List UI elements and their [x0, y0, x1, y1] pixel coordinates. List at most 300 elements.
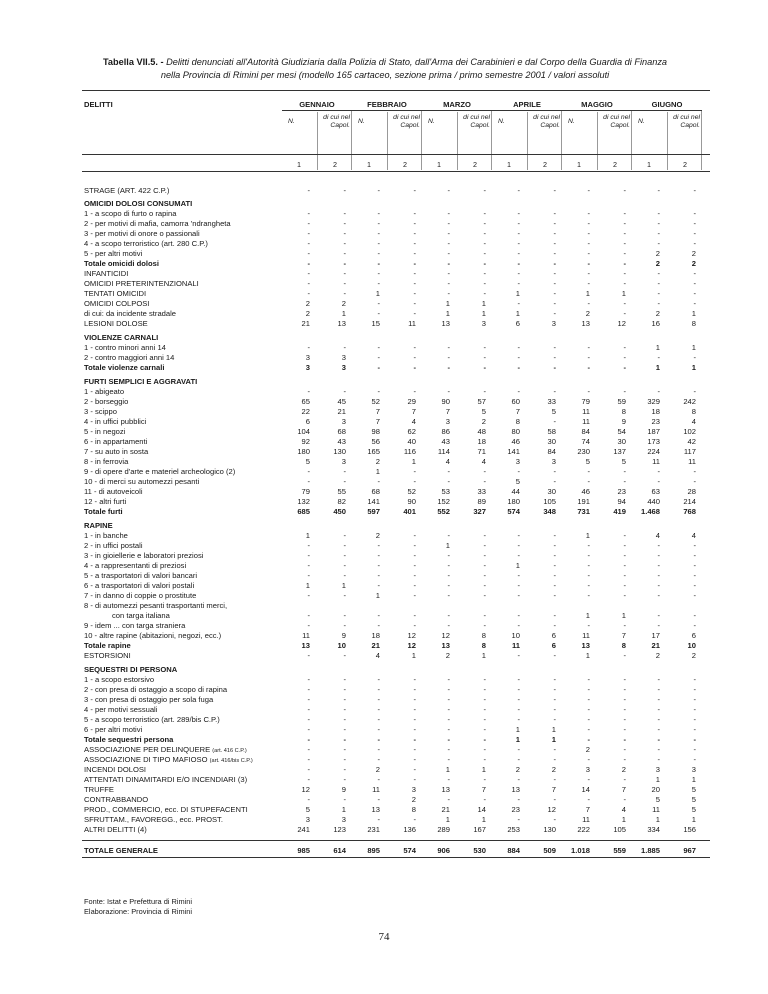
table-cell: -	[553, 229, 556, 238]
row-label-text: 3 - in gioiellerie e laboratori preziosi	[84, 551, 204, 560]
table-cell: -	[377, 269, 380, 278]
header-separator	[387, 112, 388, 170]
table-cell: -	[413, 279, 416, 288]
table-cell: -	[623, 675, 626, 684]
table-cell: -	[483, 343, 486, 352]
table-cell: -	[517, 299, 520, 308]
table-cell: -	[623, 249, 626, 258]
row-label	[84, 685, 227, 694]
table-cell: -	[553, 309, 556, 318]
row-label	[84, 437, 147, 446]
table-cell: 16	[651, 319, 660, 328]
row-label	[84, 571, 197, 580]
table-cell: -	[307, 209, 310, 218]
row-label-text: PROD., COMMERCIO, ecc. DI STUPEFACENTI	[84, 805, 248, 814]
table-cell: -	[623, 541, 626, 550]
table-cell: -	[657, 353, 660, 362]
table-cell: -	[343, 209, 346, 218]
table-cell: 123	[333, 825, 346, 834]
table-cell: -	[343, 239, 346, 248]
table-cell: 20	[651, 785, 660, 794]
row-label-text: 10 - di merci su automezzi pesanti	[84, 477, 200, 486]
table-cell: 1	[375, 289, 380, 298]
table-cell: 45	[337, 397, 346, 406]
table-cell: -	[657, 745, 660, 754]
table-cell: -	[483, 695, 486, 704]
table-cell: -	[447, 775, 450, 784]
table-cell: -	[623, 561, 626, 570]
table-cell: -	[517, 795, 520, 804]
row-label-text: STRAGE (ART. 422 C.P.)	[84, 186, 170, 195]
table-cell: -	[623, 581, 626, 590]
table-cell: -	[657, 675, 660, 684]
table-cell: -	[623, 299, 626, 308]
row-label	[84, 591, 196, 600]
table-cell: -	[447, 353, 450, 362]
table-cell: -	[553, 775, 556, 784]
table-cell: -	[447, 467, 450, 476]
table-cell: -	[377, 675, 380, 684]
table-cell: 7	[515, 407, 520, 416]
table-cell: -	[307, 259, 310, 268]
table-cell: -	[483, 186, 486, 195]
table-cell: 60	[511, 397, 520, 406]
table-cell: 3	[341, 457, 346, 466]
table-cell: 1	[655, 815, 660, 824]
table-cell: 2	[691, 259, 696, 268]
table-cell: 180	[507, 497, 520, 506]
table-cell: -	[587, 353, 590, 362]
table-cell: -	[447, 695, 450, 704]
header-separator	[421, 110, 422, 170]
month-header: MARZO	[443, 100, 471, 109]
table-title-prefix: Tabella VII.5. -	[102, 57, 164, 67]
row-label-note: (art. 416/bis C.P.)	[209, 758, 253, 764]
row-label	[84, 715, 220, 724]
row-label	[84, 309, 176, 318]
row-label-text: 1 - in banche	[84, 531, 128, 540]
table-cell: -	[517, 705, 520, 714]
sub-header-n: N.	[428, 118, 435, 125]
table-cell: -	[413, 467, 416, 476]
row-label-text: 10 - altre rapine (abitazioni, negozi, ecc.)	[84, 631, 222, 640]
table-cell: 33	[547, 397, 556, 406]
row-label	[84, 239, 208, 248]
table-cell: -	[657, 581, 660, 590]
table-cell: -	[587, 467, 590, 476]
table-cell: -	[377, 561, 380, 570]
table-cell: 1	[621, 289, 626, 298]
table-cell: 2	[515, 765, 520, 774]
table-cell: -	[693, 279, 696, 288]
row-label-text: 8 - in ferrovia	[84, 457, 129, 466]
table-cell: 3	[445, 417, 450, 426]
table-cell: -	[553, 581, 556, 590]
table-cell: -	[693, 705, 696, 714]
table-cell: 2	[655, 309, 660, 318]
table-cell: 1	[691, 815, 696, 824]
table-cell: -	[517, 745, 520, 754]
table-cell: -	[623, 309, 626, 318]
table-cell: -	[693, 571, 696, 580]
table-cell: 1	[515, 561, 520, 570]
row-label-text: 7 - su auto in sosta	[84, 447, 149, 456]
table-cell: 2	[585, 745, 590, 754]
row-label-text: 2 - con presa di ostaggio a scopo di rapina	[84, 685, 228, 694]
table-cell: 1	[481, 765, 486, 774]
table-cell: -	[377, 775, 380, 784]
table-cell: -	[307, 289, 310, 298]
row-label-text: 2 - borseggio	[84, 397, 129, 406]
table-cell: -	[623, 343, 626, 352]
table-cell: -	[587, 209, 590, 218]
table-cell: -	[517, 279, 520, 288]
row-label	[84, 363, 164, 372]
table-cell: -	[447, 591, 450, 600]
table-cell: 43	[337, 437, 346, 446]
table-cell: 4	[445, 457, 450, 466]
table-cell: -	[413, 685, 416, 694]
row-label-text: INCENDI DOLOSI	[84, 765, 147, 774]
row-label-text: 1 - a scopo estorsivo	[84, 675, 155, 684]
table-cell: -	[587, 279, 590, 288]
table-cell: -	[413, 363, 416, 372]
row-label-text: 4 - a scopo terroristico (art. 280 C.P.)	[84, 239, 208, 248]
table-cell: -	[377, 705, 380, 714]
row-label-text: ESTORSIONI	[84, 651, 131, 660]
table-cell: -	[517, 675, 520, 684]
table-cell: -	[623, 467, 626, 476]
table-cell: -	[623, 269, 626, 278]
table-cell: -	[343, 695, 346, 704]
row-label-text: SFRUTTAM., FAVOREGG., ecc. PROST.	[84, 815, 223, 824]
table-cell: 224	[647, 447, 660, 456]
table-cell: -	[553, 363, 556, 372]
table-cell: 167	[473, 825, 486, 834]
table-cell: -	[657, 591, 660, 600]
table-cell: -	[377, 755, 380, 764]
table-cell: -	[587, 259, 590, 268]
table-cell: -	[483, 477, 486, 486]
table-cell: -	[483, 621, 486, 630]
table-cell: 2	[305, 309, 310, 318]
table-cell: 2	[305, 299, 310, 308]
table-cell: -	[447, 611, 450, 620]
table-cell: 1	[375, 591, 380, 600]
table-cell: -	[377, 621, 380, 630]
row-label-text: 8 - di automezzi pesanti trasportanti merci,	[84, 601, 228, 610]
row-label-text: con targa italiana	[112, 611, 170, 620]
table-cell: -	[517, 551, 520, 560]
table-cell: -	[413, 269, 416, 278]
table-cell: -	[657, 715, 660, 724]
table-cell: 3	[305, 815, 310, 824]
table-cell: 8	[481, 631, 486, 640]
table-cell: -	[413, 735, 416, 744]
table-cell: -	[343, 269, 346, 278]
table-cell: 1	[691, 343, 696, 352]
table-cell: -	[343, 675, 346, 684]
table-cell: 3	[515, 457, 520, 466]
source-elaborazione: Elaborazione: Provincia di Rimini	[84, 907, 193, 916]
table-cell: 21	[651, 641, 660, 650]
table-cell: -	[517, 651, 520, 660]
table-cell: 6	[515, 319, 520, 328]
table-cell: 552	[437, 507, 450, 516]
table-cell: 11	[582, 407, 590, 416]
table-cell: 6	[305, 417, 310, 426]
row-label	[84, 319, 148, 328]
table-cell: -	[307, 561, 310, 570]
row-label	[84, 447, 148, 456]
row-label-text: 6 - per altri motivi	[84, 725, 143, 734]
table-cell: 574	[507, 507, 520, 516]
table-cell: -	[623, 651, 626, 660]
table-cell: -	[377, 695, 380, 704]
table-cell: 4	[481, 457, 486, 466]
table-cell: -	[517, 186, 520, 195]
row-label-text: 6 - a trasportatori di valori postali	[84, 581, 195, 590]
table-cell: -	[517, 209, 520, 218]
table-cell: -	[553, 551, 556, 560]
table-cell: 8	[691, 407, 696, 416]
row-label	[84, 249, 142, 258]
table-cell: -	[553, 695, 556, 704]
table-cell: 7	[481, 785, 486, 794]
table-cell: 40	[407, 437, 416, 446]
row-label	[84, 427, 125, 436]
table-cell: -	[307, 269, 310, 278]
table-cell: 230	[577, 447, 590, 456]
table-cell: 3	[341, 417, 346, 426]
table-cell: -	[693, 299, 696, 308]
table-cell: -	[693, 685, 696, 694]
table-cell: -	[307, 571, 310, 580]
table-cell: -	[587, 387, 590, 396]
table-cell: 165	[367, 447, 380, 456]
table-cell: 1	[691, 309, 696, 318]
table-cell: -	[483, 775, 486, 784]
table-title	[60, 56, 710, 82]
table-cell: -	[343, 571, 346, 580]
table-cell: 10	[687, 641, 696, 650]
table-cell: 79	[581, 397, 590, 406]
table-cell: 1	[411, 651, 416, 660]
row-label-text: 5 - per altri motivi	[84, 249, 143, 258]
table-cell: -	[693, 755, 696, 764]
table-cell: -	[447, 186, 450, 195]
table-cell: -	[483, 259, 486, 268]
table-cell: 253	[507, 825, 520, 834]
table-cell: 18	[477, 437, 486, 446]
table-cell: 191	[577, 497, 590, 506]
table-cell: -	[623, 531, 626, 540]
table-cell: -	[587, 725, 590, 734]
table-cell: 21	[441, 805, 450, 814]
table-cell: -	[447, 279, 450, 288]
table-cell: 104	[297, 427, 310, 436]
table-cell: 62	[407, 427, 416, 436]
table-cell: 2	[341, 299, 346, 308]
table-cell: 3	[411, 785, 416, 794]
row-label-text: OMICIDI COLPOSI	[84, 299, 150, 308]
table-cell: -	[343, 715, 346, 724]
table-cell: 98	[371, 427, 380, 436]
table-cell: 8	[691, 319, 696, 328]
table-cell: 5	[585, 457, 590, 466]
table-cell: -	[413, 477, 416, 486]
row-label-note: (art. 416 C.P.)	[212, 748, 247, 754]
table-cell: 906	[437, 846, 450, 855]
row-label-text: RAPINE	[84, 521, 113, 530]
table-cell: 84	[547, 447, 556, 456]
table-cell: 334	[647, 825, 660, 834]
table-cell: 187	[647, 427, 660, 436]
table-title-line2: nella Provincia di Rimini per mesi (modello 165 cartaceo, sezione prima / primo semestre 2001 / valori assoluti	[160, 70, 610, 80]
table-cell: -	[413, 289, 416, 298]
table-cell: -	[377, 353, 380, 362]
table-cell: -	[623, 259, 626, 268]
table-cell: 2	[375, 531, 380, 540]
row-label	[84, 621, 185, 630]
table-cell: -	[343, 551, 346, 560]
table-cell: -	[553, 685, 556, 694]
table-cell: -	[657, 239, 660, 248]
table-cell: -	[623, 685, 626, 694]
table-cell: -	[413, 591, 416, 600]
table-cell: -	[343, 387, 346, 396]
table-cell: -	[623, 571, 626, 580]
sub-header-n: N.	[288, 118, 295, 125]
table-cell: -	[413, 353, 416, 362]
table-cell: -	[693, 581, 696, 590]
table-cell: -	[343, 343, 346, 352]
table-cell: -	[553, 259, 556, 268]
table-cell: -	[587, 239, 590, 248]
table-cell: -	[413, 229, 416, 238]
table-cell: 7	[445, 407, 450, 416]
table-cell: -	[343, 651, 346, 660]
table-cell: 137	[613, 447, 626, 456]
colnum-rule	[82, 171, 710, 172]
row-label-text: 4 - per motivi sessuali	[84, 705, 158, 714]
table-cell: 3	[481, 319, 486, 328]
table-cell: 130	[333, 447, 346, 456]
row-label	[84, 279, 199, 288]
table-cell: -	[623, 621, 626, 630]
table-cell: -	[483, 591, 486, 600]
row-label	[84, 397, 128, 406]
table-cell: -	[587, 343, 590, 352]
table-cell: -	[377, 299, 380, 308]
table-cell: -	[693, 735, 696, 744]
table-cell: 2	[655, 249, 660, 258]
table-cell: 11	[688, 457, 696, 466]
table-cell: 1	[445, 541, 450, 550]
table-cell: 574	[403, 846, 416, 855]
table-cell: -	[657, 571, 660, 580]
source-note	[84, 897, 192, 917]
table-cell: -	[413, 219, 416, 228]
table-cell: -	[587, 477, 590, 486]
table-cell: -	[517, 531, 520, 540]
table-cell: -	[693, 745, 696, 754]
column-number-1: 1	[437, 160, 441, 169]
table-cell: 11	[582, 815, 590, 824]
table-cell: -	[413, 611, 416, 620]
table-cell: 1	[585, 651, 590, 660]
table-cell: 53	[441, 487, 450, 496]
table-cell: 56	[371, 437, 380, 446]
table-cell: -	[517, 695, 520, 704]
sub-header-capol-line2: Capol.	[610, 122, 630, 129]
table-cell: 7	[375, 407, 380, 416]
table-cell: 5	[691, 795, 696, 804]
row-label-text: 4 - a rappresentanti di preziosi	[84, 561, 187, 570]
table-cell: 5	[621, 457, 626, 466]
table-cell: 1	[515, 725, 520, 734]
table-cell: 2	[445, 651, 450, 660]
row-label	[84, 477, 199, 486]
table-cell: -	[553, 343, 556, 352]
table-cell: -	[693, 467, 696, 476]
table-cell: -	[623, 775, 626, 784]
table-cell: -	[413, 309, 416, 318]
table-cell: 3	[585, 765, 590, 774]
table-cell: 1.468	[640, 507, 660, 516]
table-cell: 1	[621, 611, 626, 620]
table-cell: -	[553, 705, 556, 714]
month-header: MAGGIO	[581, 100, 613, 109]
table-cell: -	[447, 755, 450, 764]
table-cell: 1	[305, 581, 310, 590]
table-cell: 530	[473, 846, 486, 855]
table-cell: 5	[655, 795, 660, 804]
table-cell: -	[413, 387, 416, 396]
table-cell: 12	[441, 631, 450, 640]
table-cell: 1	[445, 299, 450, 308]
table-cell: 74	[581, 437, 590, 446]
table-cell: -	[377, 219, 380, 228]
table-cell: -	[553, 745, 556, 754]
table-cell: -	[623, 551, 626, 560]
table-cell: -	[413, 561, 416, 570]
row-label	[84, 219, 231, 228]
header-separator	[317, 112, 318, 170]
table-cell: 4	[621, 805, 626, 814]
table-cell: 1	[655, 775, 660, 784]
table-cell: -	[447, 289, 450, 298]
table-cell: -	[517, 239, 520, 248]
table-cell: 14	[477, 805, 486, 814]
table-cell: 141	[507, 447, 520, 456]
table-cell: -	[307, 467, 310, 476]
table-cell: 18	[651, 407, 660, 416]
table-cell: -	[517, 363, 520, 372]
table-cell: 12	[547, 805, 556, 814]
table-cell: -	[343, 685, 346, 694]
row-label	[84, 353, 174, 362]
table-cell: 768	[683, 507, 696, 516]
table-cell: -	[307, 591, 310, 600]
table-cell: 2	[375, 765, 380, 774]
table-cell: -	[483, 279, 486, 288]
table-cell: -	[377, 343, 380, 352]
table-cell: 1	[585, 611, 590, 620]
table-cell: 8	[515, 417, 520, 426]
table-cell: -	[413, 249, 416, 258]
table-cell: -	[623, 353, 626, 362]
